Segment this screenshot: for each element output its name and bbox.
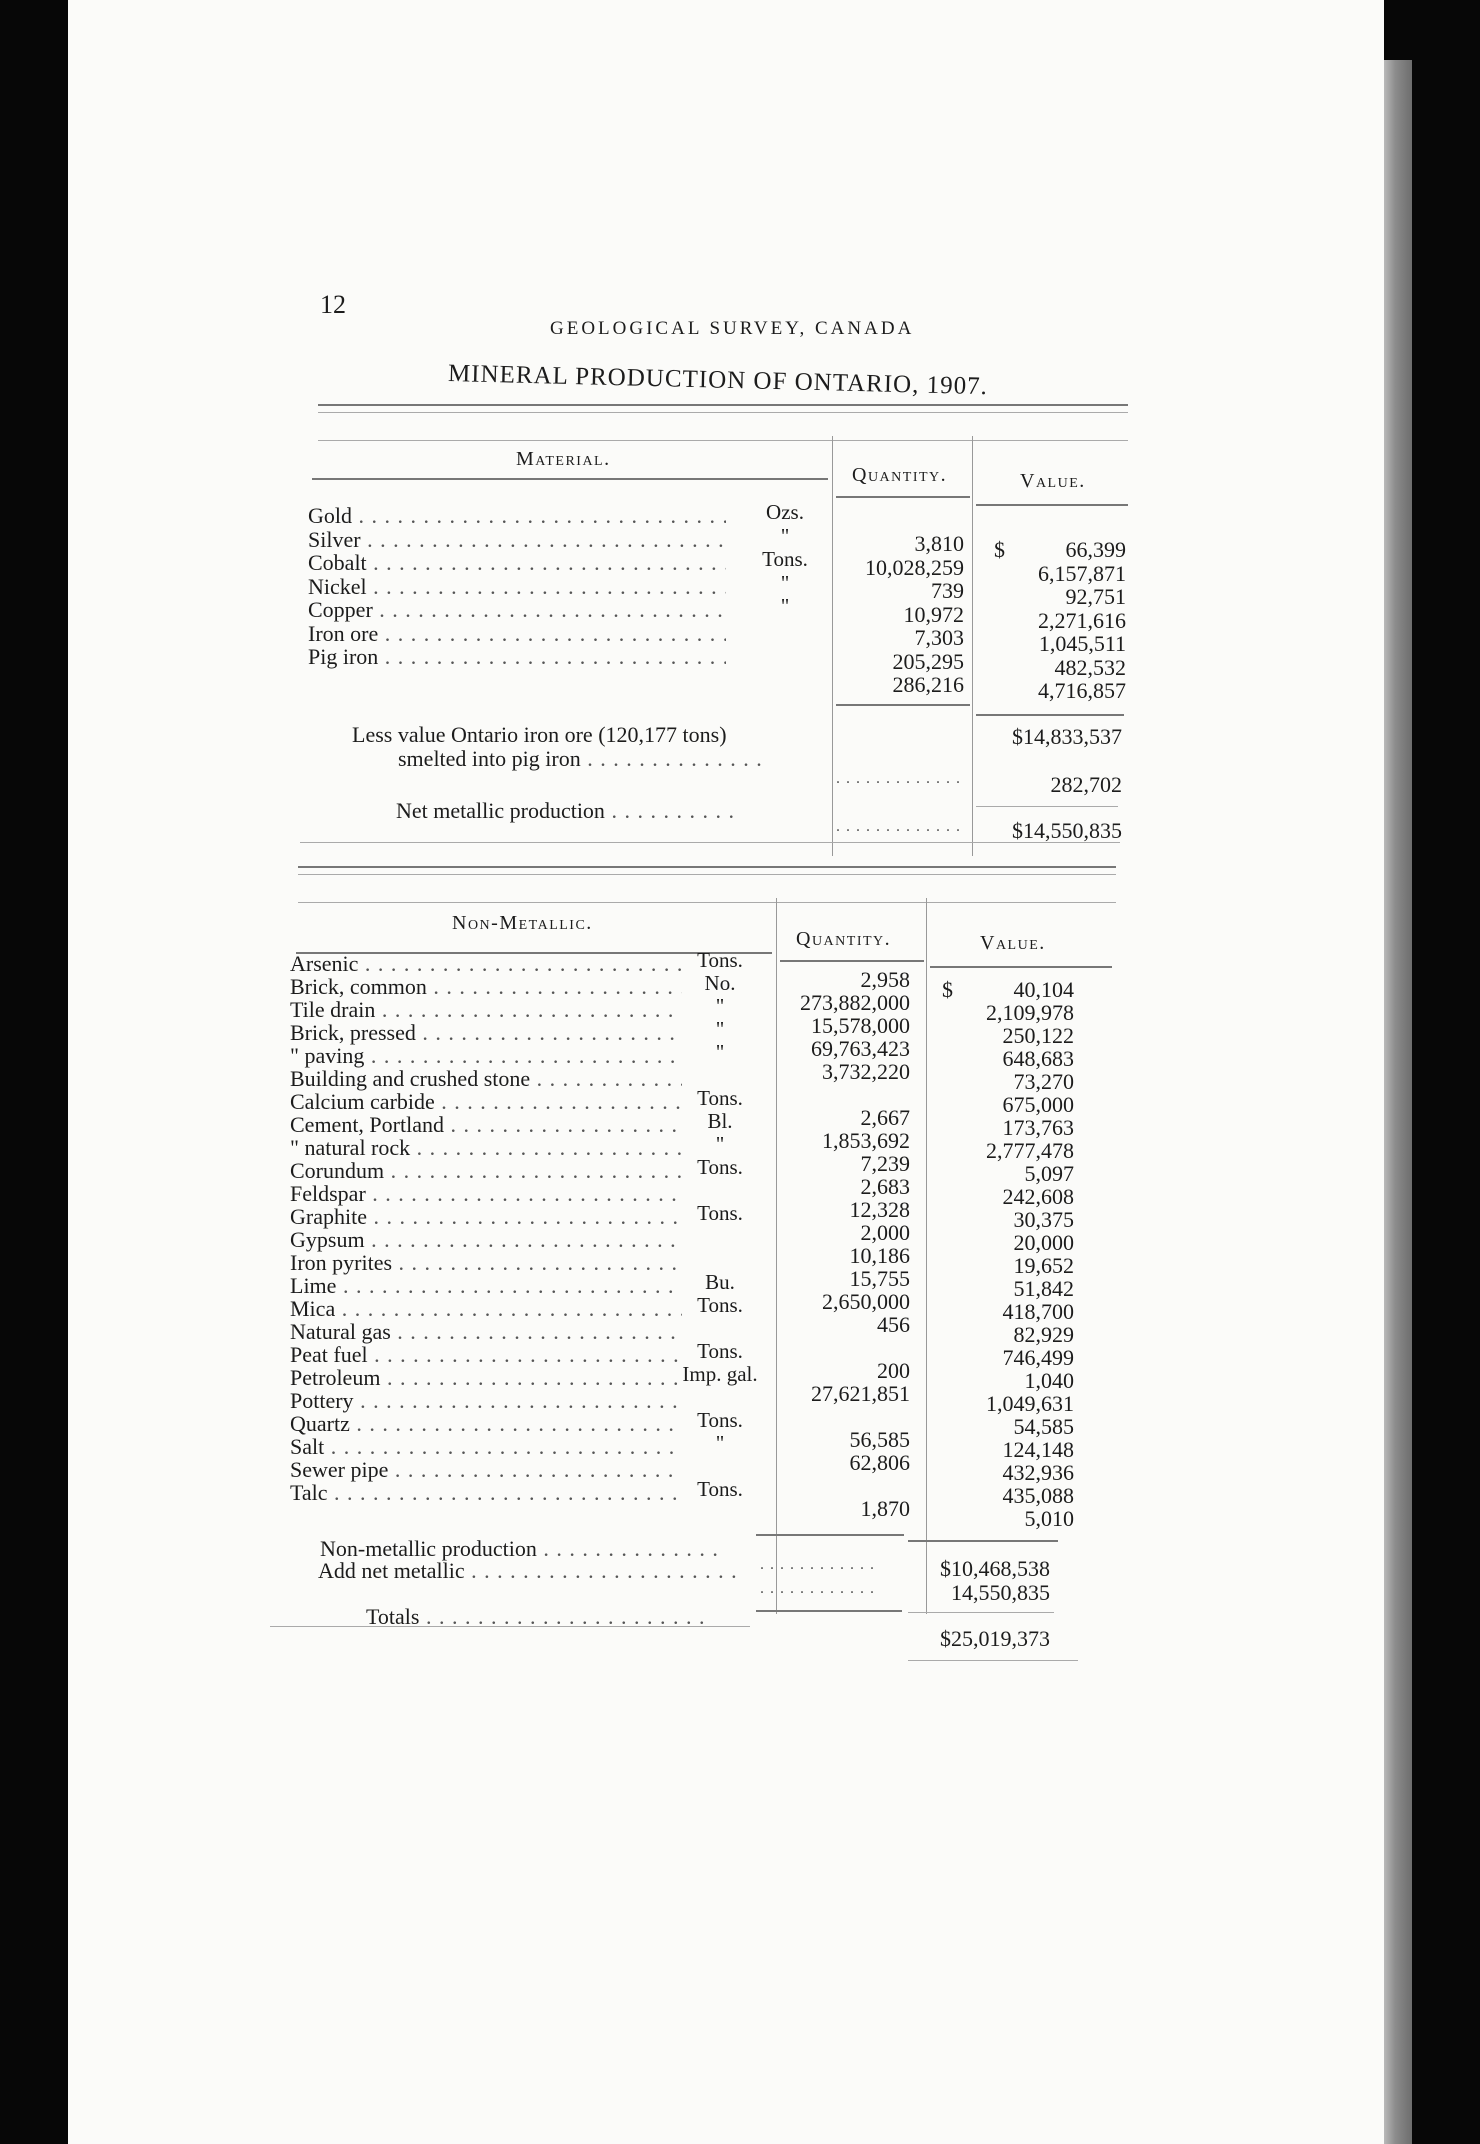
row-label: Talc . . . bbox=[290, 1481, 682, 1505]
row-value: 242,608 bbox=[1002, 1184, 1074, 1209]
row-quantity: 3,732,220 bbox=[822, 1059, 910, 1084]
row-label: Salt . . . bbox=[290, 1435, 682, 1459]
row-value: 92,751 bbox=[1065, 584, 1126, 609]
totals-label: Totals . . . . . . . . . . . . . . . . . . . . . . bbox=[366, 1604, 706, 1629]
row-quantity bbox=[778, 1405, 910, 1429]
row-unit bbox=[666, 1247, 774, 1271]
row-label: Tile drain . . . bbox=[290, 998, 682, 1022]
row-quantity: 62,806 bbox=[849, 1450, 910, 1475]
row-label: Corundum . . . bbox=[290, 1159, 682, 1183]
col-header-non-metallic: Non-Metallic. bbox=[452, 912, 593, 934]
col-header-material: Material. bbox=[516, 448, 611, 470]
row-unit: Tons. bbox=[697, 1339, 743, 1363]
row-label: " natural rock . . . bbox=[290, 1136, 682, 1160]
row-label: Brick, common . . . bbox=[290, 975, 682, 999]
less-line-1: Less value Ontario iron ore (120,177 tons) bbox=[352, 722, 727, 747]
row-value: 250,122 bbox=[1002, 1023, 1074, 1048]
row-value: 40,104 bbox=[1013, 977, 1074, 1002]
row-value: 4,716,857 bbox=[1038, 678, 1126, 703]
row-unit: Tons. bbox=[697, 1408, 743, 1432]
row-quantity: 12,328 bbox=[849, 1197, 910, 1222]
row-label: Feldspar . . . bbox=[290, 1182, 682, 1206]
column-divider bbox=[926, 898, 927, 1614]
row-label: Lime . . . bbox=[290, 1274, 682, 1298]
row-unit: Tons. bbox=[697, 1086, 743, 1110]
row-unit bbox=[666, 1063, 774, 1087]
rule bbox=[298, 874, 1116, 875]
row-quantity: 2,667 bbox=[860, 1105, 910, 1130]
rule bbox=[756, 1534, 904, 1536]
table-title: MINERAL PRODUCTION OF ONTARIO, 1907. bbox=[447, 360, 989, 401]
rule bbox=[298, 866, 1116, 868]
row-quantity: 56,585 bbox=[849, 1427, 910, 1452]
row-quantity: 3,810 bbox=[914, 531, 964, 556]
row-quantity: 7,303 bbox=[914, 625, 964, 650]
row-unit: No. bbox=[704, 971, 736, 995]
row-value: 30,375 bbox=[1013, 1207, 1074, 1232]
row-label: Pig iron . . . bbox=[308, 645, 726, 669]
row-quantity bbox=[778, 1336, 910, 1360]
row-quantity: 286,216 bbox=[892, 672, 964, 697]
row-value: 418,700 bbox=[1002, 1299, 1074, 1324]
currency-sign: $ bbox=[942, 977, 953, 1002]
row-value: 5,010 bbox=[1024, 1506, 1074, 1531]
row-unit: " bbox=[780, 570, 790, 595]
row-unit: " bbox=[715, 1431, 725, 1455]
row-unit: Tons. bbox=[697, 948, 743, 972]
row-quantity: 27,621,851 bbox=[811, 1381, 910, 1406]
row-quantity: 2,000 bbox=[860, 1220, 910, 1245]
quantity-leader: . . . . . . . . . . . . bbox=[760, 1556, 875, 1573]
row-label: Iron ore . . . bbox=[308, 622, 726, 646]
row-unit: Imp. gal. bbox=[682, 1362, 758, 1386]
column-divider bbox=[972, 436, 973, 856]
row-value: 20,000 bbox=[1013, 1230, 1074, 1255]
row-unit bbox=[666, 1224, 774, 1248]
add-net-metallic-label: Add net metallic . . . . . . . . . . . . . . . . . . . . . bbox=[318, 1558, 738, 1583]
row-quantity: 1,853,692 bbox=[822, 1128, 910, 1153]
less-value: 282,702 bbox=[1050, 772, 1122, 797]
row-value: 2,109,978 bbox=[986, 1000, 1074, 1025]
row-label: Copper . . . bbox=[308, 598, 726, 622]
rule bbox=[976, 714, 1124, 716]
quantity-leader: . . . . . . . . . . . . . bbox=[836, 818, 961, 835]
row-quantity: 2,683 bbox=[860, 1174, 910, 1199]
row-label: Petroleum . . . bbox=[290, 1366, 682, 1390]
row-value: 432,936 bbox=[1002, 1460, 1074, 1485]
row-value: 435,088 bbox=[1002, 1483, 1074, 1508]
rule bbox=[780, 960, 924, 962]
row-value: 648,683 bbox=[1002, 1046, 1074, 1071]
row-quantity: 456 bbox=[877, 1312, 910, 1337]
row-quantity: 69,763,423 bbox=[811, 1036, 910, 1061]
rule bbox=[836, 496, 970, 498]
col-header-value: Value. bbox=[980, 932, 1046, 954]
rule bbox=[908, 1612, 1054, 1613]
row-value: 6,157,871 bbox=[1038, 560, 1126, 586]
rule bbox=[756, 1610, 902, 1612]
row-unit: Tons. bbox=[762, 547, 808, 571]
row-quantity: 10,186 bbox=[849, 1243, 910, 1268]
row-unit: " bbox=[780, 523, 790, 548]
row-value: 1,049,631 bbox=[986, 1391, 1074, 1416]
row-label: Brick, pressed . . . bbox=[290, 1021, 682, 1045]
row-unit bbox=[666, 1178, 774, 1202]
quantity-leader: . . . . . . . . . . . . . bbox=[836, 770, 961, 787]
row-value: 675,000 bbox=[1002, 1092, 1074, 1117]
add-net-metallic-value: 14,550,835 bbox=[951, 1580, 1050, 1605]
row-label: Silver . . . bbox=[308, 528, 726, 552]
rule bbox=[908, 1540, 1058, 1542]
row-quantity: 2,958 bbox=[860, 967, 910, 992]
row-quantity: 15,755 bbox=[849, 1266, 910, 1291]
row-unit: " bbox=[715, 1132, 725, 1156]
rule bbox=[318, 412, 1128, 413]
row-value: 173,763 bbox=[1002, 1115, 1074, 1140]
row-quantity: 10,972 bbox=[903, 601, 964, 627]
row-value: 746,499 bbox=[1002, 1345, 1074, 1370]
column-divider bbox=[832, 436, 833, 856]
row-quantity: 273,882,000 bbox=[800, 990, 910, 1015]
row-unit bbox=[666, 1454, 774, 1478]
rule bbox=[318, 404, 1128, 406]
row-value: 1,040 bbox=[1024, 1368, 1074, 1393]
row-value: 1,045,511 bbox=[1038, 631, 1126, 656]
row-unit bbox=[740, 618, 830, 642]
row-value: 51,842 bbox=[1013, 1276, 1074, 1301]
row-value: 482,532 bbox=[1054, 654, 1126, 680]
column-divider bbox=[776, 898, 777, 1614]
rule bbox=[312, 478, 828, 480]
col-header-value: Value. bbox=[1020, 470, 1086, 492]
row-label: Natural gas . . . bbox=[290, 1320, 682, 1344]
row-label: Gold . . . bbox=[308, 504, 726, 528]
row-unit: Bu. bbox=[705, 1270, 735, 1294]
row-label: Pottery . . . bbox=[290, 1389, 682, 1413]
rule bbox=[930, 966, 1112, 968]
rule bbox=[976, 806, 1118, 807]
row-label: Mica . . . bbox=[290, 1297, 682, 1321]
less-line-2: smelted into pig iron . . . . . . . . . . . . . . bbox=[398, 746, 763, 771]
row-quantity: 10,028,259 bbox=[865, 554, 964, 580]
row-unit: " bbox=[715, 1017, 725, 1041]
row-label: Iron pyrites . . . bbox=[290, 1251, 682, 1275]
row-quantity: 205,295 bbox=[892, 648, 964, 674]
row-unit: Tons. bbox=[697, 1155, 743, 1179]
row-label: " paving . . . bbox=[290, 1044, 682, 1068]
row-label: Building and crushed stone . . . bbox=[290, 1067, 682, 1091]
net-metallic-label: Net metallic production . . . . . . . . . . bbox=[396, 798, 735, 823]
row-label: Quartz . . . bbox=[290, 1412, 682, 1436]
row-value: 82,929 bbox=[1013, 1322, 1074, 1347]
currency-sign: $ bbox=[994, 537, 1005, 562]
row-unit: Tons. bbox=[697, 1293, 743, 1317]
row-unit: Ozs. bbox=[766, 500, 804, 524]
metallic-subtotal: $14,833,537 bbox=[1012, 724, 1122, 749]
row-unit bbox=[666, 1385, 774, 1409]
row-label: Sewer pipe . . . bbox=[290, 1458, 682, 1482]
rule bbox=[270, 1626, 750, 1627]
rule bbox=[318, 440, 1128, 441]
row-unit bbox=[666, 1316, 774, 1340]
col-header-quantity: Quantity. bbox=[852, 464, 948, 486]
row-unit bbox=[740, 641, 830, 665]
nonmetallic-production-value: $10,468,538 bbox=[940, 1556, 1050, 1581]
rule bbox=[836, 704, 970, 706]
nonmetallic-production-label: Non-metallic production . . . . . . . . . . . . . . bbox=[320, 1536, 719, 1561]
row-unit: " bbox=[780, 594, 790, 618]
row-quantity bbox=[778, 1083, 910, 1107]
running-head: GEOLOGICAL SURVEY, CANADA bbox=[550, 318, 915, 339]
row-label: Calcium carbide . . . bbox=[290, 1090, 682, 1114]
row-quantity bbox=[778, 1474, 910, 1498]
row-value: 73,270 bbox=[1013, 1069, 1074, 1094]
next-page-edge bbox=[1384, 60, 1412, 2144]
row-label: Peat fuel . . . bbox=[290, 1343, 682, 1367]
row-value: 54,585 bbox=[1013, 1414, 1074, 1439]
row-unit: Bl. bbox=[707, 1109, 733, 1133]
row-quantity: 200 bbox=[877, 1358, 910, 1383]
row-label: Cement, Portland . . . bbox=[290, 1113, 682, 1137]
row-label: Arsenic . . . bbox=[290, 952, 682, 976]
row-unit: " bbox=[715, 1040, 725, 1064]
totals-value: $25,019,373 bbox=[940, 1626, 1050, 1651]
row-unit: Tons. bbox=[697, 1201, 743, 1225]
row-label: Cobalt . . . bbox=[308, 551, 726, 575]
page-number: 12 bbox=[320, 290, 346, 319]
row-label: Gypsum . . . bbox=[290, 1228, 682, 1252]
quantity-leader: . . . . . . . . . . . . bbox=[760, 1580, 875, 1597]
row-unit: Tons. bbox=[697, 1477, 743, 1501]
rule bbox=[298, 902, 1116, 903]
row-value: 5,097 bbox=[1024, 1161, 1074, 1186]
row-label: Graphite . . . bbox=[290, 1205, 682, 1229]
row-value: 124,148 bbox=[1002, 1437, 1074, 1462]
row-value: 2,777,478 bbox=[986, 1138, 1074, 1163]
rule bbox=[300, 842, 1120, 843]
row-quantity: 2,650,000 bbox=[822, 1289, 910, 1314]
col-header-quantity: Quantity. bbox=[796, 928, 892, 950]
row-unit: " bbox=[715, 994, 725, 1018]
rule bbox=[976, 504, 1128, 506]
row-label: Nickel . . . bbox=[308, 575, 726, 599]
row-quantity: 739 bbox=[931, 578, 964, 603]
row-value: 66,399 bbox=[1065, 537, 1126, 562]
row-value: 2,271,616 bbox=[1038, 607, 1126, 633]
row-quantity: 1,870 bbox=[860, 1496, 910, 1521]
row-quantity: 7,239 bbox=[860, 1151, 910, 1176]
rule bbox=[908, 1660, 1078, 1661]
row-value: 19,652 bbox=[1013, 1253, 1074, 1278]
row-quantity: 15,578,000 bbox=[811, 1013, 910, 1038]
net-metallic-value: $14,550,835 bbox=[1012, 818, 1122, 843]
